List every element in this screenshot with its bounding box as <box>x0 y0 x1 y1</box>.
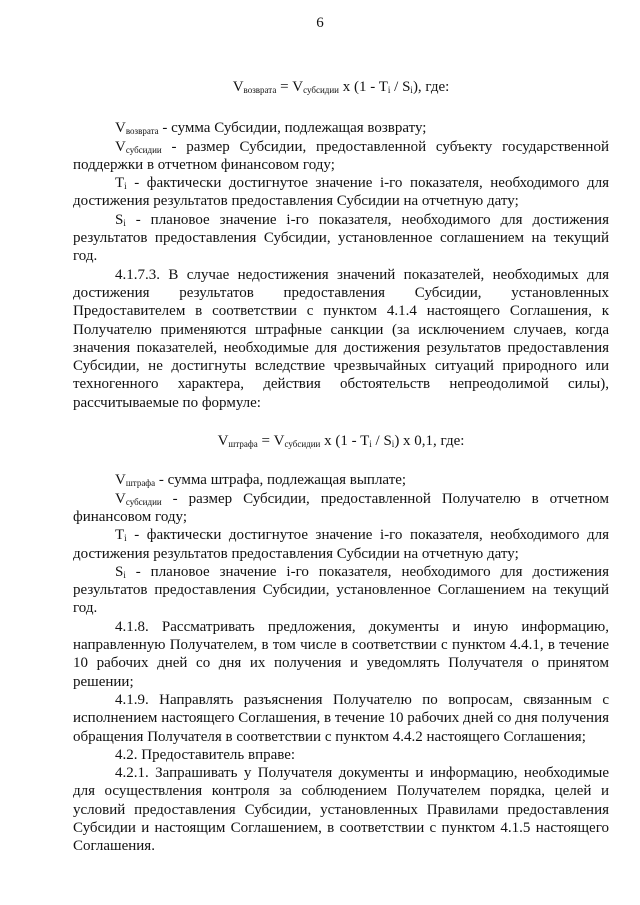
definition-t-i: $T_i$ - фактически достигнутое значение i-го показателя, необходимого для достижения результатов предоставления Субсидии на отчетную дату; <box>73 175 609 210</box>
definition-v-penalty: $V_{штрафа}$ - сумма штрафа, подлежащая выплате; <box>115 472 407 489</box>
definition-s-i: $S_i$ - плановое значение i-го показателя, необходимого для достижения результатов предоставления Субсидии, установленное соглашением на текущий год. <box>73 211 609 265</box>
formula-subscript: i <box>410 85 413 95</box>
definition-v-subsidy: $V_{субсидии}$ - размер Субсидии, предоставленной субъекту государственной поддержки в отчетном финансовом году; <box>73 138 609 173</box>
formula-subscript: субсидии <box>284 439 321 450</box>
formula-text: = V <box>276 79 304 95</box>
formula-subscript: возврата <box>243 85 277 95</box>
formula-subscript: субсидии <box>303 85 339 95</box>
formula-subscript: i <box>369 439 372 450</box>
formula-text: / S <box>390 79 411 95</box>
formula-text: x (1 - T <box>339 79 388 95</box>
definition-s-i-2: $S_i$ - плановое значение i-го показателя, необходимого для достижения результатов предоставления Субсидии, установленное Соглашением на текущий год. <box>73 563 609 617</box>
formula-text: ), где: <box>412 79 450 95</box>
formula-text: ) x 0,1, где: <box>394 433 465 450</box>
document-body <box>73 78 609 856</box>
formula-refund <box>73 78 609 96</box>
definition-t-i-2: $T_i$ - фактически достигнутое значение i-го показателя, необходимого для достижения результатов предоставления Субсидии на отчетную дату; <box>73 527 609 562</box>
paragraph-4-2-1: 4.2.1. Запрашивать у Получателя документы и информацию, необходимые для осуществления контроля за соблюдением Получателем порядка, целей и условий предоставления Субсидии, установленных Правилами предоставления Субсидии и настоящим Соглашением, в соответствии с пунктом 4.1.5 настоящего Соглашения. <box>73 765 609 855</box>
definition-v-subsidy-2: $V_{субсидии}$ - размер Субсидии, предоставленной Получателю в отчетном финансовом году; <box>73 490 609 525</box>
paragraph-4-2: 4.2. Предоставитель вправе: <box>115 746 296 763</box>
page-number: 6 <box>316 15 324 31</box>
formula-text: = V <box>257 433 285 450</box>
formula-symbol: V <box>232 79 244 95</box>
paragraph-4-1-9: 4.1.9. Направлять разъяснения Получателю по вопросам, связанным с исполнением настоящего Соглашения, в течение 10 рабочих дней со дня получения обращения Получателя в соответствии с пунктом 4.4.2 настоящего Соглашения; <box>73 691 609 745</box>
paragraph-4-1-8: 4.1.8. Рассматривать предложения, документы и иную информацию, направленную Получателем, в том числе в соответствии с пунктом 4.4.1, в течение 10 рабочих дней со дня их получения и уведомлять Получателя о принятом решении; <box>73 618 609 690</box>
formula-subscript: i <box>391 439 395 450</box>
definition-v-refund: $V_{возврата}$ - сумма Субсидии, подлежащая возврату; <box>115 120 427 137</box>
paragraph-4-1-7-3: 4.1.7.3. В случае недостижения значений показателей, необходимых для достижения результатов предоставления Субсидии, установленных Предоставителем в соответствии с пунктом 4.1.4 настоящего Соглашения, к Получателю применяются штрафные санкции (за исключением случаев, когда значения показателей, необходимые для достижения результатов предоставления Субсидии, не достигнуты вследствие чрезвычайных ситуаций природного или техногенного характера, действия обстоятельств непреодолимой силы), рассчитываемые по формуле: <box>73 266 609 411</box>
formula-text: x (1 - T <box>320 433 370 450</box>
formula-subscript: i <box>387 85 391 95</box>
formula-penalty <box>73 432 609 450</box>
formula-text: / S <box>371 433 392 450</box>
formula-symbol: V <box>217 433 229 450</box>
formula-subscript: штрафа <box>228 439 258 450</box>
